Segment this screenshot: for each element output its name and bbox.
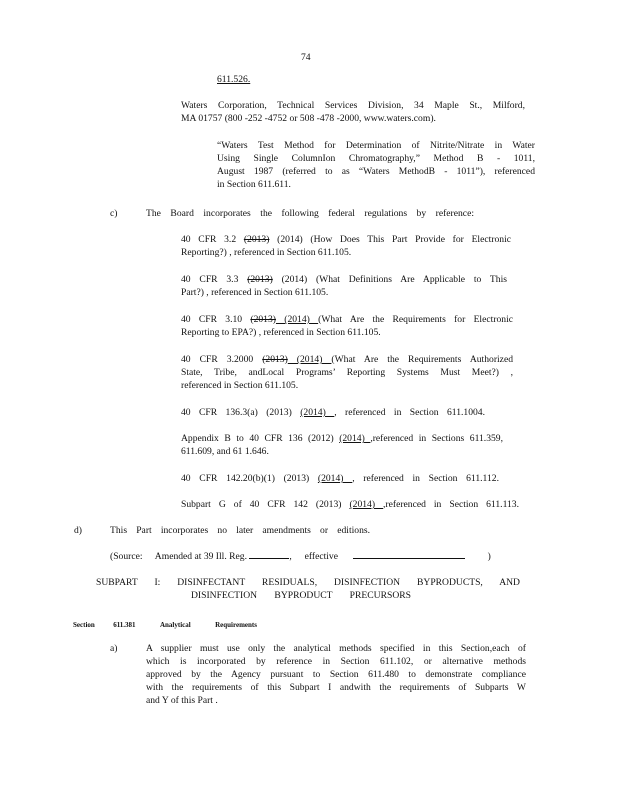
waters-method bbox=[217, 139, 535, 191]
reg-text: ,referenced in Section 611.113. bbox=[383, 499, 519, 510]
item-c-marker: c) bbox=[110, 208, 118, 219]
regulation-entry bbox=[181, 432, 503, 458]
source-comma: , bbox=[289, 551, 292, 562]
reg-struck-year: (2013) bbox=[243, 234, 270, 245]
waters-method-line: “Waters Test Method for Determination of Nitrite/Nitrate in Water bbox=[217, 140, 535, 151]
section-title: Requirements bbox=[215, 621, 257, 629]
subpart-heading bbox=[96, 576, 520, 589]
waters-address-line: MA 01757 (800 -252 -4752 or 508 -478 -2000, www.waters.com). bbox=[181, 113, 436, 124]
item-a-line: A supplier must use only the analytical methods specified in this Section,each of bbox=[146, 643, 526, 654]
item-a-line: with the requirements of this Subpart I andwith the requirements of Subparts W bbox=[146, 682, 526, 693]
subpart-heading-line: DISINFECTION BYPRODUCT PRECURSORS bbox=[191, 590, 411, 601]
regulation-entry bbox=[181, 273, 507, 299]
regulation-entry bbox=[181, 353, 513, 392]
reg-added-year: (2014) bbox=[339, 433, 371, 444]
source-effective: effective bbox=[304, 551, 338, 562]
item-d-text bbox=[110, 524, 370, 537]
section-number: 611.381 bbox=[113, 621, 136, 629]
waters-address-line: Waters Corporation, Technical Services Division, 34 Maple St., Milford, bbox=[181, 100, 525, 111]
regulation-entry bbox=[181, 472, 499, 485]
reg-text: Reporting?) , referenced in Section 611.105. bbox=[181, 247, 352, 258]
item-d-marker: d) bbox=[74, 525, 82, 536]
waters-address bbox=[181, 99, 525, 125]
waters-method-line: Using Single ColumnIon Chromatography,” Method B - 1011, bbox=[217, 153, 535, 164]
reg-text: 40 CFR 3.3 bbox=[181, 274, 248, 285]
section-heading bbox=[73, 618, 257, 632]
reg-text: (What Are the Requirements for Electronic bbox=[318, 314, 513, 325]
section-title: Analytical bbox=[159, 621, 191, 629]
item-a-line: which is incorporated by reference in Section 611.102, or alternative methods bbox=[146, 656, 526, 667]
subpart-heading-2 bbox=[191, 589, 411, 602]
source-note bbox=[110, 550, 518, 563]
reg-text: , referenced in Section 611.112. bbox=[352, 473, 499, 484]
source-amended: Amended at 39 Ill. Reg. bbox=[154, 551, 247, 562]
subpart-heading-line: SUBPART I: DISINFECTANT RESIDUALS, DISINFECTION BYPRODUCTS, AND bbox=[96, 577, 520, 588]
waters-method-line: August 1987 (referred to as “Waters MethodB - 1011”), referenced bbox=[217, 166, 535, 177]
reg-text: 40 CFR 3.2000 bbox=[181, 354, 263, 365]
reg-added-year: (2014) bbox=[275, 314, 319, 325]
reg-struck-year: (2013) bbox=[247, 274, 273, 285]
reg-text: State, Tribe, andLocal Programs’ Reporting Systems Must Meet?) , bbox=[181, 367, 513, 378]
page-number: 74 bbox=[301, 52, 311, 63]
reg-added-year: (2014) bbox=[317, 473, 353, 484]
reg-added-year: (2014) bbox=[300, 407, 335, 418]
source-close: ) bbox=[487, 551, 491, 562]
reg-text: 40 CFR 3.2 bbox=[181, 234, 244, 245]
reg-struck-year: (2013) bbox=[250, 314, 276, 325]
reg-text: Appendix B to 40 CFR 136 (2012) bbox=[181, 433, 340, 444]
reg-text: ,referenced in Sections 611.359, bbox=[370, 433, 503, 444]
register-blank[interactable] bbox=[249, 558, 289, 559]
waters-method-line: in Section 611.611. bbox=[217, 179, 291, 190]
reg-text: (2014) (What Definitions Are Applicable to This bbox=[272, 274, 507, 285]
regulation-entry bbox=[181, 233, 511, 259]
item-a-line: approved by the Agency pursuant to Section 611.480 to demonstrate compliance bbox=[146, 669, 526, 680]
item-a-body bbox=[146, 642, 526, 707]
reg-text: 40 CFR 3.10 bbox=[181, 314, 251, 325]
effective-date-blank[interactable] bbox=[353, 558, 465, 559]
reg-text: 40 CFR 136.3(a) (2013) bbox=[181, 407, 301, 418]
section-label: Section bbox=[73, 621, 95, 629]
reg-text: 611.609, and 61 1.646. bbox=[181, 446, 269, 457]
source-open: (Source: bbox=[110, 551, 143, 562]
reg-text: 40 CFR 142.20(b)(1) (2013) bbox=[181, 473, 318, 484]
top-reference: 611.526. bbox=[217, 74, 251, 85]
regulation-entry bbox=[181, 313, 513, 339]
reg-added-year: (2014) bbox=[349, 499, 384, 510]
item-c-intro-text: The Board incorporates the following federal regulations by reference: bbox=[146, 208, 474, 219]
regulation-entry bbox=[181, 406, 485, 419]
reg-text: (What Are the Requirements Authorized bbox=[331, 354, 513, 365]
reg-text: Part?) , referenced in Section 611.105. bbox=[181, 287, 329, 298]
reg-text: (2014) (How Does This Part Provide for Electronic bbox=[269, 234, 511, 245]
item-a-marker: a) bbox=[110, 643, 118, 654]
reg-struck-year: (2013) bbox=[262, 354, 288, 365]
reg-text: referenced in Section 611.105. bbox=[181, 380, 299, 391]
item-a-line: and Y of this Part . bbox=[146, 695, 218, 706]
item-c-intro bbox=[146, 207, 474, 220]
reg-text: Subpart G of 40 CFR 142 (2013) bbox=[181, 499, 350, 510]
item-d-text-line: This Part incorporates no later amendments or editions. bbox=[110, 525, 370, 536]
reg-text: , referenced in Section 611.1004. bbox=[334, 407, 485, 418]
reg-added-year: (2014) bbox=[287, 354, 332, 365]
regulation-entry bbox=[181, 498, 519, 511]
reg-text: Reporting to EPA?) , referenced in Section 611.105. bbox=[181, 327, 381, 338]
